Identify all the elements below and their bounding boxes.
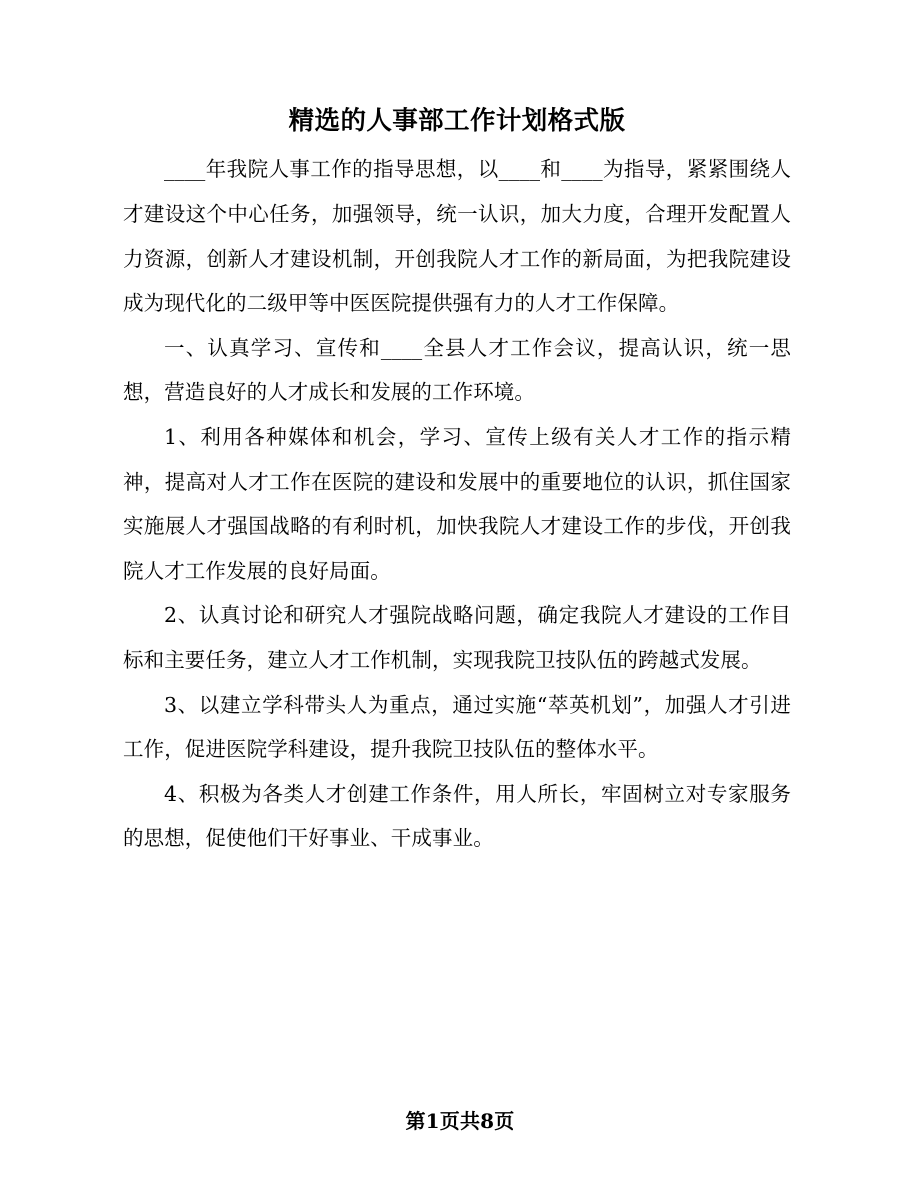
paragraph-item-4: 4、积极为各类人才创建工作条件，用人所长，牢固树立对专家服务的思想，促使他们干好事业、干成事业。 bbox=[123, 781, 791, 851]
page-footer: 第1页共8页 bbox=[405, 1109, 515, 1133]
paragraph-item-1: 1、利用各种媒体和机会，学习、宣传上级有关人才工作的指示精神，提高对人才工作在医院的建设和发展中的重要地位的认识，抓住国家实施展人才强国战略的有利时机，加快我院人才建设工作的步伐，开创我院人才工作发展的良好局面。 bbox=[123, 424, 791, 583]
page-title: 精选的人事部工作计划格式版 bbox=[288, 106, 626, 136]
paragraph-item-3: 3、以建立学科带头人为重点，通过实施“萃英机划”，加强人才引进工作，促进医院学科建设，提升我院卫技队伍的整体水平。 bbox=[123, 692, 791, 762]
paragraph-item-2: 2、认真讨论和研究人才强院战略问题，确定我院人才建设的工作目标和主要任务，建立人才工作机制，实现我院卫技队伍的跨越式发展。 bbox=[123, 603, 791, 672]
paragraph-intro: ____年我院人事工作的指导思想，以____和____为指导，紧紧围绕人才建设这个中心任务，加强领导，统一认识，加大力度，合理开发配置人力资源，创新人才建设机制，开创我院人才工作的新局面，为把我院建设成为现代化的二级甲等中医医院提供强有力的人才工作保障。 bbox=[123, 157, 791, 316]
document-body bbox=[123, 0, 791, 861]
paragraph-section-one: 一、认真学习、宣传和____全县人才工作会议，提高认识，统一思想，营造良好的人才成长和发展的工作环境。 bbox=[123, 335, 791, 405]
